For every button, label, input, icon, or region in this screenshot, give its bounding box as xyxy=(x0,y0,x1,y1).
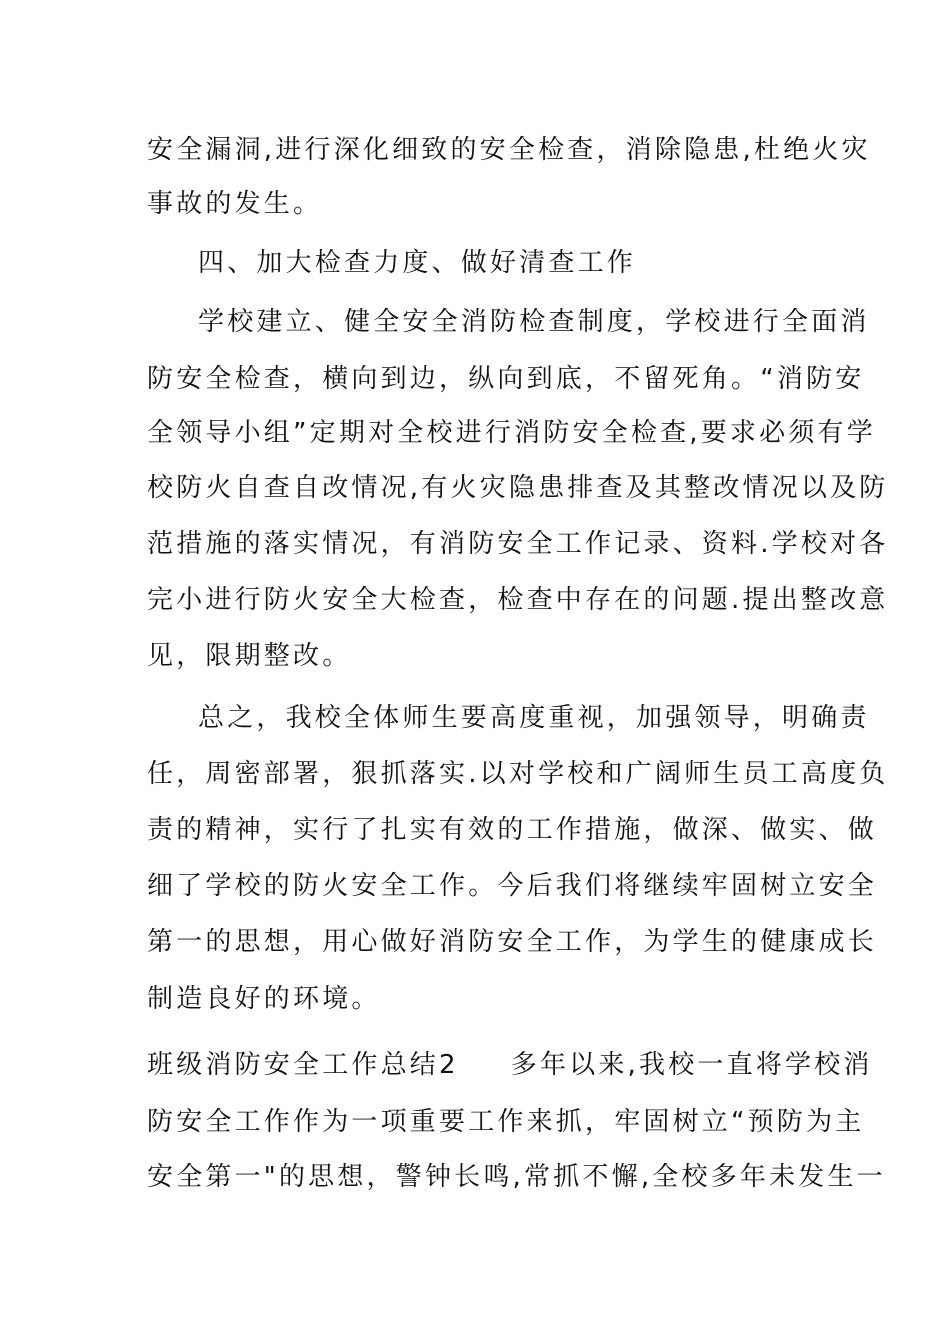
text-line: 事故的发生。 xyxy=(147,189,323,219)
text-line: 制造良好的环境。 xyxy=(147,984,381,1014)
text-line: 总之，我校全体师生要高度重视，加强领导，明确责 xyxy=(198,703,870,733)
text-line: 防安全检查，横向到边，纵向到底，不留死角。“消防安 xyxy=(147,364,865,394)
text-segment: 多年以来,我校一直将学校消 xyxy=(510,1050,873,1080)
text-line: 范措施的落实情况，有消防安全工作记录、资料.学校对各 xyxy=(147,529,889,559)
text-line: 第一的思想，用心做好消防安全工作，为学生的健康成长 xyxy=(147,927,878,957)
text-line: 学校建立、健全安全消防检查制度，学校进行全面消 xyxy=(198,307,870,337)
section-heading: 四、加大检查力度、做好清查工作 xyxy=(198,248,637,278)
text-line: 见，限期整改。 xyxy=(147,641,352,671)
text-line: 安全漏洞,进行深化细致的安全检查，消除隐患,杜绝火灾 xyxy=(147,135,871,165)
text-line: 任，周密部署，狠抓落实.以对学校和广阔师生员工高度负 xyxy=(147,759,889,789)
text-line: 细了学校的防火安全工作。今后我们将继续牢固树立安全 xyxy=(147,871,878,901)
text-line xyxy=(147,1045,873,1085)
text-line: 完小进行防火安全大检查，检查中存在的问题.提出整改意 xyxy=(147,585,889,615)
text-line: 校防火自查自改情况,有火灾隐患排查及其整改情况以及防 xyxy=(147,473,889,503)
text-line: 责的精神，实行了扎实有效的工作措施，做深、做实、做 xyxy=(147,815,878,845)
text-line: 全领导小组”定期对全校进行消防安全检查,要求必须有学 xyxy=(147,418,876,448)
document-title: 班级消防安全工作总结2 xyxy=(147,1050,459,1080)
text-line: 安全第一"的思想，警钟长鸣,常抓不懈,全校多年未发生一 xyxy=(147,1162,886,1192)
text-line: 防安全工作作为一项重要工作来抓，牢固树立“预防为主 xyxy=(147,1107,865,1137)
